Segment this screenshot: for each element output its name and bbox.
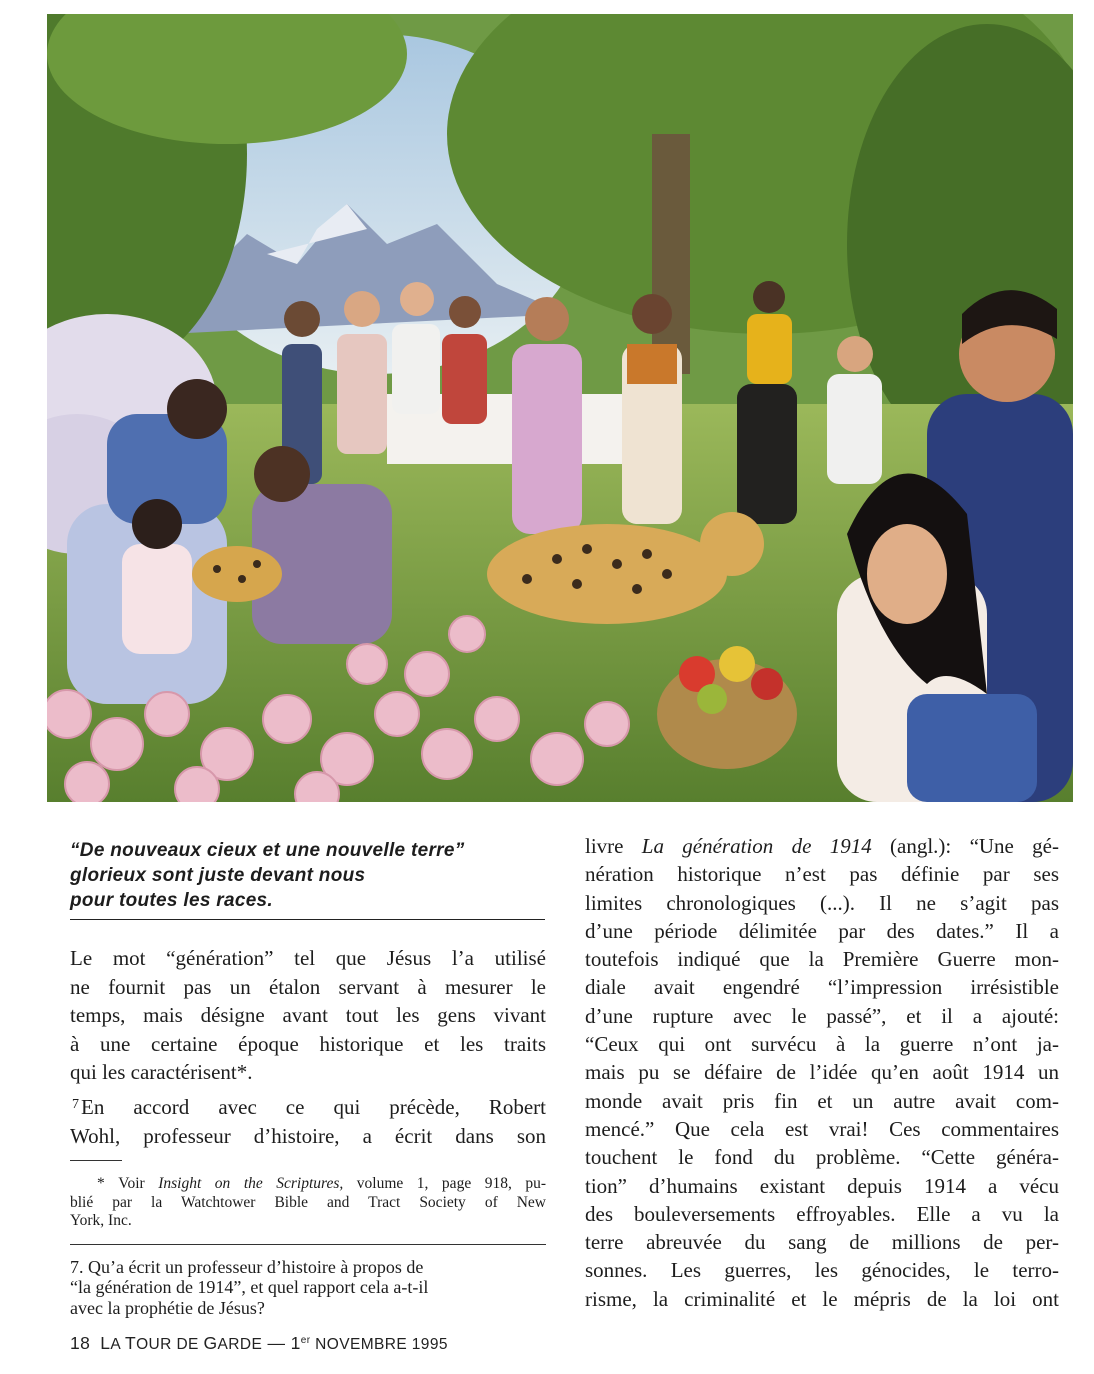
text-fragment: er: [300, 1335, 311, 1346]
paradise-illustration: [47, 14, 1073, 802]
text-line: “Ceux qui ont survécu à la guerre n’ont ja-: [585, 1032, 1059, 1057]
text-line: qui les caractérisent*.: [70, 1060, 253, 1085]
text-line: terre abreuvée du sang de millions de per-: [585, 1230, 1059, 1255]
text-line: limites chronologiques (...). Il ne s’agit pas: [585, 890, 1059, 915]
illustration-caption: [70, 838, 545, 920]
text-line: [585, 832, 1059, 860]
footnote: [70, 1175, 546, 1231]
text-fragment: G: [203, 1333, 218, 1353]
left-column: [70, 838, 546, 1318]
text-fragment: NOVEMBRE 1995: [310, 1336, 448, 1353]
book-title: Insight on the Scriptures,: [158, 1175, 344, 1193]
text-fragment: OUR: [136, 1336, 177, 1353]
right-column: [585, 832, 1059, 1313]
text-line: monde avait pris fin et un autre avait com-: [585, 1088, 1059, 1113]
study-question: [70, 1257, 546, 1319]
book-title: La génération de 1914: [641, 834, 872, 858]
text-line: tion” d’humains existant depuis 1914 a vécu: [585, 1173, 1059, 1198]
question-line: 7. Qu’a écrit un professeur d’histoire à propos de: [70, 1256, 424, 1277]
text-fragment: En accord avec ce qui précède, Robert: [81, 1094, 546, 1119]
text-line: mais pu se défaire de l’idée qu’en août 1914 un: [585, 1060, 1059, 1085]
text-fragment: A: [110, 1336, 125, 1353]
tree-trunk: [652, 134, 690, 374]
text-line: Le mot “génération” tel que Jésus l’a utilisé: [70, 946, 546, 970]
paragraph-7-continued: [585, 832, 1059, 1313]
text-line: des bouleversements effroyables. Elle a vu la: [585, 1201, 1059, 1226]
text-fragment: ARDE: [217, 1336, 263, 1353]
caption-line: glorieux sont juste devant nous: [70, 865, 366, 886]
paragraph-6-continued: [70, 944, 546, 1087]
text-line: ne fournit pas un étalon servant à mesurer le: [70, 974, 546, 999]
text-line: risme, la criminalité et le mépris de la loi ont: [585, 1286, 1059, 1311]
caption-line: pour toutes les races.: [70, 890, 274, 911]
text-fragment: T: [125, 1333, 137, 1353]
separator: —: [262, 1333, 291, 1353]
jaguar: [487, 524, 727, 624]
question-line: avec la prophétie de Jésus?: [70, 1297, 265, 1318]
paragraph-7: [70, 1091, 546, 1150]
text-line: touchent le fond du problème. “Cette généra-: [585, 1145, 1059, 1170]
text-line: mencé.” Que cela est vrai! Ces commentaires: [585, 1116, 1059, 1141]
text-fragment: (angl.): “Une gé-: [871, 834, 1059, 858]
jaguar-cub: [192, 546, 282, 602]
text-fragment: DE: [176, 1336, 204, 1353]
issue-date: [291, 1333, 448, 1353]
text-line: [70, 1091, 546, 1122]
footnote-line: York, Inc.: [70, 1212, 132, 1230]
text-line: toutefois indiqué que la Première Guerre mon-: [585, 947, 1059, 972]
text-fragment: volume 1, page 918, pu-: [343, 1175, 547, 1193]
question-line: “la génération de 1914”, et quel rapport cela a-t-il: [70, 1277, 429, 1298]
footnote-divider: [70, 1160, 122, 1161]
footnote-line: blié par la Watchtower Bible and Tract Society of New: [70, 1193, 546, 1211]
text-line: à une certaine époque historique et les traits: [70, 1031, 546, 1056]
text-line: d’une période délimitée par des dates.” Il a: [585, 918, 1059, 943]
footnote-line: [70, 1175, 546, 1194]
text-line: diale avait engendré “l’impression irrésistible: [585, 975, 1059, 1000]
text-line: temps, mais désigne avant tout les gens vivant: [70, 1003, 546, 1028]
text-line: d’une rupture avec le passé”, et il a ajouté:: [585, 1003, 1059, 1028]
text-fragment: L: [100, 1333, 111, 1353]
text-fragment: Voir: [118, 1175, 159, 1193]
caption-line: “De nouveaux cieux et une nouvelle terre”: [70, 840, 465, 861]
text-fragment: livre: [585, 834, 642, 858]
paragraph-number: 7: [72, 1096, 79, 1112]
page-footer: [70, 1333, 448, 1354]
publication-name: [100, 1333, 262, 1353]
text-fragment: 1: [290, 1333, 301, 1353]
text-line: nération historique n’est pas définie par ses: [585, 862, 1059, 887]
text-line: Wohl, professeur d’histoire, a écrit dans son: [70, 1123, 546, 1148]
page-number: 18: [70, 1333, 91, 1353]
illustration-canvas: [47, 14, 1073, 802]
text-line: sonnes. Les guerres, les génocides, le terro-: [585, 1258, 1059, 1283]
question-divider: [70, 1244, 546, 1245]
footnote-marker: *: [97, 1175, 105, 1193]
